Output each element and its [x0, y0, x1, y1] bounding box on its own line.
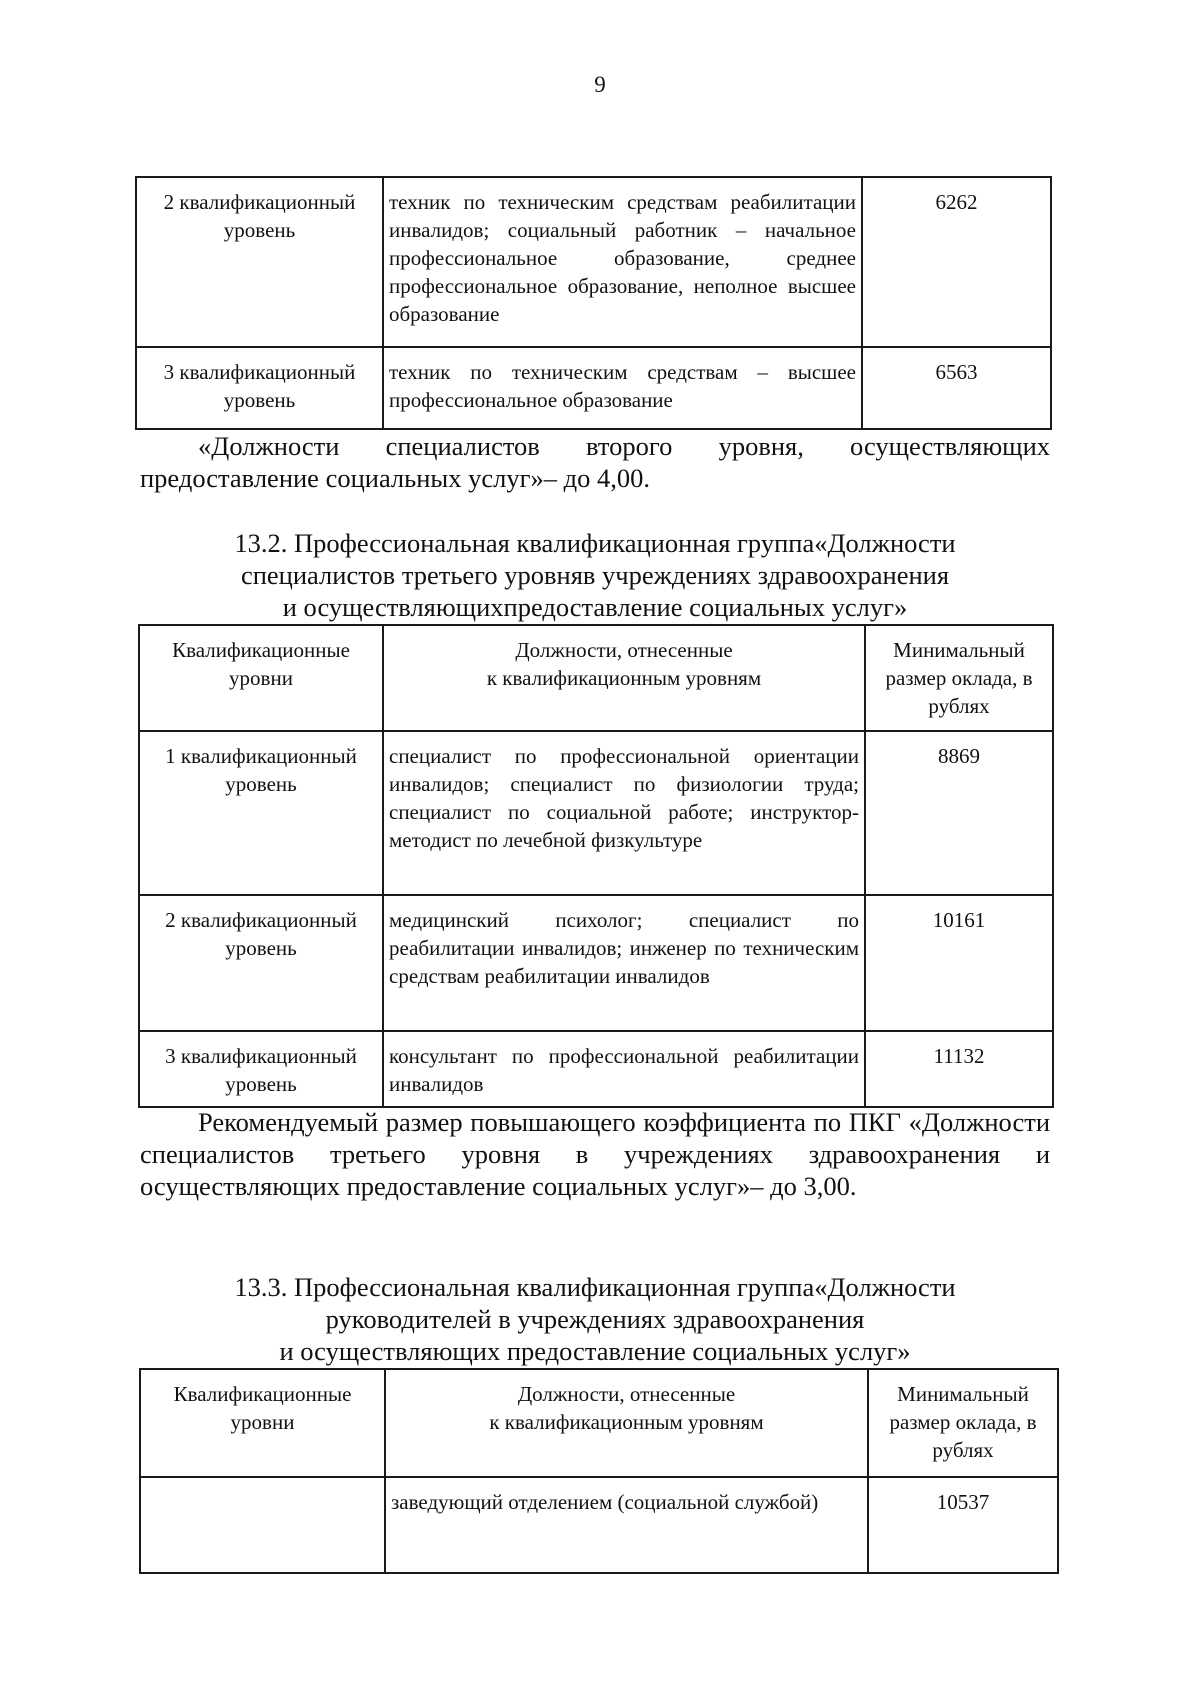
recommended-coefficient-paragraph [140, 1106, 1050, 1202]
section-13-3-heading [140, 1271, 1050, 1367]
heading-line: руководителей в учреждениях здравоохранения [325, 1304, 865, 1334]
table-header-row [139, 625, 1053, 731]
page-number: 9 [594, 72, 606, 97]
positions-description: специалист по профессиональной ориентации инвалидов; специалист по физиологии труда; специалист по социальной работе; инструктор-методист по лечебной физкультуре [383, 731, 865, 895]
heading-line: и осуществляющихпредоставление социальных услуг» [282, 592, 908, 622]
column-header-positions [383, 625, 865, 731]
heading-line: 13.3. Профессиональная квалификационная группа«Должности [234, 1272, 956, 1302]
salary-value: 10161 [865, 895, 1053, 1031]
table-header-row [140, 1369, 1058, 1477]
header-line: к квалификационным уровням [489, 1410, 764, 1434]
qualification-level: 3 квалификационный уровень [136, 347, 383, 429]
column-header-positions [385, 1369, 868, 1477]
coefficient-paragraph [140, 430, 1050, 494]
header-line: Должности, отнесенные [517, 1382, 736, 1406]
table-row [139, 731, 1053, 895]
positions-description: техник по техническим средствам – высшее профессиональное образование [383, 347, 862, 429]
table-row [139, 1031, 1053, 1107]
section-13-2-heading [140, 527, 1050, 623]
heading-line: специалистов третьего уровняв учреждениях здравоохранения [240, 560, 950, 590]
positions-description: техник по техническим средствам реабилитации инвалидов; социальный работник – начальное профессиональное образование, среднее профессиональное образование, неполное высшее образование [383, 177, 862, 347]
salary-table-continued [135, 176, 1052, 430]
qualification-level [140, 1477, 385, 1573]
qualification-level: 3 квалификационный уровень [139, 1031, 383, 1107]
qualification-level: 2 квалификационный уровень [139, 895, 383, 1031]
table-row [136, 347, 1051, 429]
positions-description: заведующий отделением (социальной службой) [385, 1477, 868, 1573]
qualification-level: 2 квалификационный уровень [136, 177, 383, 347]
table-row [136, 177, 1051, 347]
column-header-levels: Квалификационные уровни [140, 1369, 385, 1477]
heading-line: 13.2. Профессиональная квалификационная группа«Должности [234, 528, 956, 558]
qualification-level: 1 квалификационный уровень [139, 731, 383, 895]
column-header-salary: Минимальный размер оклада, в рублях [865, 625, 1053, 731]
column-header-levels: Квалификационные уровни [139, 625, 383, 731]
table-row [140, 1477, 1058, 1573]
salary-table-13-3 [139, 1368, 1059, 1574]
salary-value: 8869 [865, 731, 1053, 895]
coefficient-text: «Должности специалистов второго уровня, осуществляющих предоставление социальных услуг»– до 4,00. [140, 431, 1050, 493]
salary-value: 6262 [862, 177, 1051, 347]
recommended-coefficient-text: Рекомендуемый размер повышающего коэффициента по ПКГ «Должности специалистов третьего уровня в учреждениях здравоохранения и осуществляющих предоставление социальных услуг»– до 3,00. [140, 1107, 1050, 1201]
table-row [139, 895, 1053, 1031]
heading-line: и осуществляющих предоставление социальных услуг» [279, 1336, 911, 1366]
salary-table-13-2 [138, 624, 1054, 1108]
positions-description: медицинский психолог; специалист по реабилитации инвалидов; инженер по техническим средствам реабилитации инвалидов [383, 895, 865, 1031]
salary-value: 11132 [865, 1031, 1053, 1107]
salary-value: 6563 [862, 347, 1051, 429]
salary-value: 10537 [868, 1477, 1058, 1573]
positions-description: консультант по профессиональной реабилитации инвалидов [383, 1031, 865, 1107]
header-line: Должности, отнесенные [515, 638, 733, 662]
header-line: к квалификационным уровням [486, 666, 762, 690]
column-header-salary: Минимальный размер оклада, в рублях [868, 1369, 1058, 1477]
